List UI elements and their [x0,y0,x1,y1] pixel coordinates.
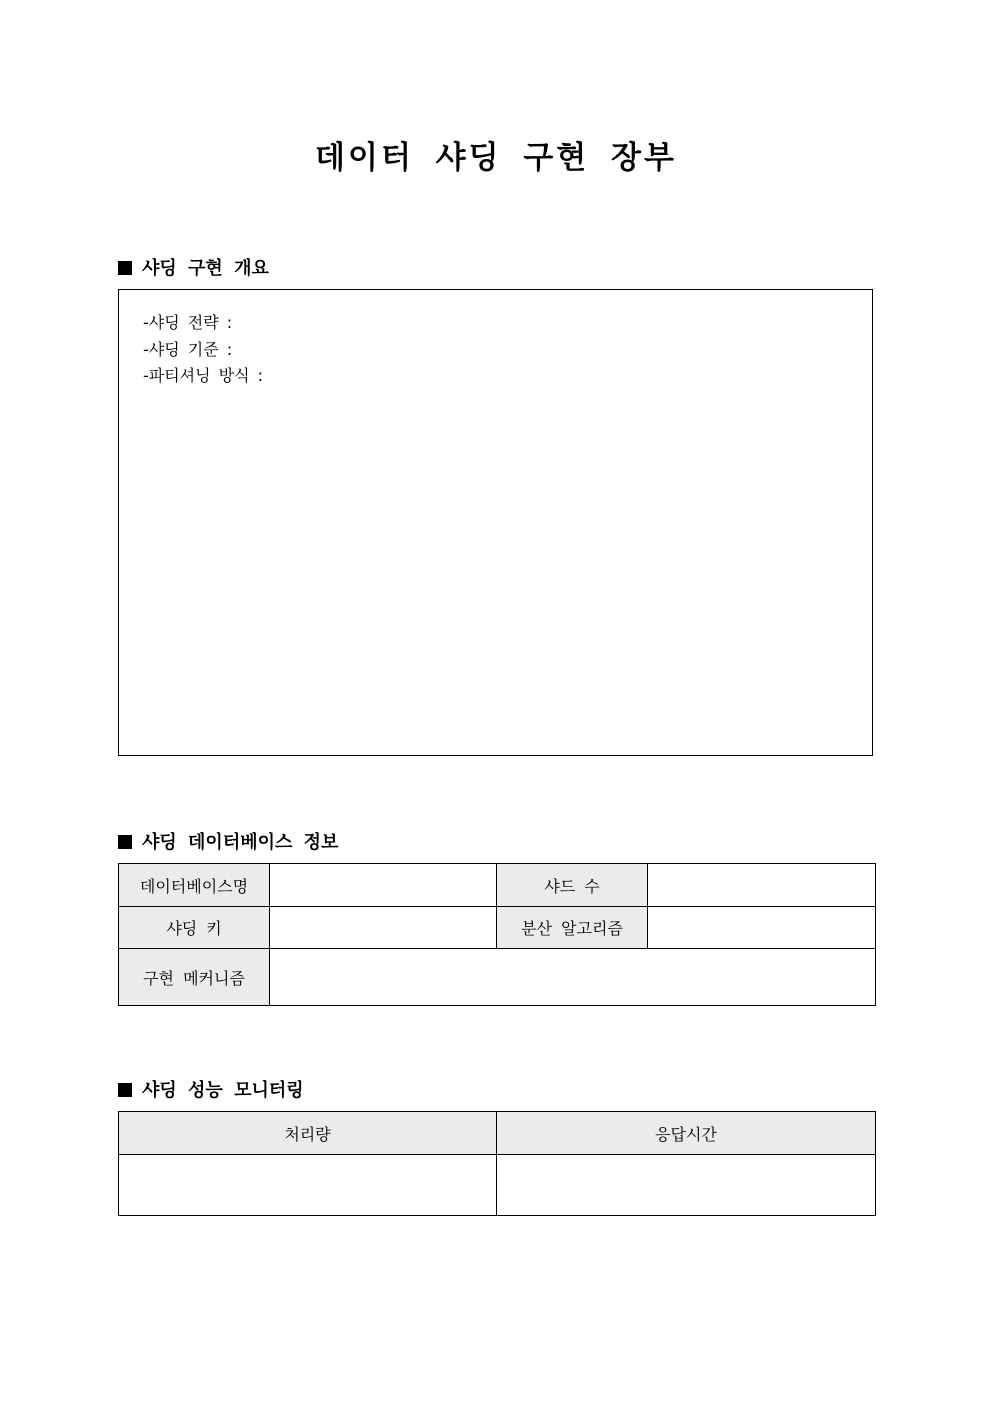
mechanism-field[interactable] [270,949,876,1006]
response-time-header: 응답시간 [497,1112,876,1155]
monitoring-heading [118,1076,304,1102]
db-info-table [118,863,876,1006]
overview-line-criteria: -샤딩 기준 : [143,339,233,359]
square-bullet-icon [118,1083,132,1097]
shard-count-field[interactable] [648,864,876,907]
mechanism-label: 구현 메커니즘 [119,949,270,1006]
db-name-field[interactable] [270,864,497,907]
algorithm-field[interactable] [648,907,876,949]
shard-count-label: 샤드 수 [497,864,648,907]
throughput-header: 처리량 [119,1112,497,1155]
square-bullet-icon [118,261,132,275]
monitoring-heading-text: 샤딩 성능 모니터링 [142,1080,304,1101]
table-row [119,1155,876,1216]
monitoring-table [118,1111,876,1216]
db-info-heading-text: 샤딩 데이터베이스 정보 [142,832,339,853]
shard-key-label: 샤딩 키 [119,907,270,949]
overview-heading [118,254,269,280]
table-row [119,907,876,949]
response-time-field[interactable] [497,1155,876,1216]
overview-line-strategy: -샤딩 전략 : [143,313,233,332]
throughput-field[interactable] [119,1155,497,1216]
square-bullet-icon [118,835,132,849]
overview-box[interactable] [118,289,873,756]
table-row [119,949,876,1006]
overview-line-partitioning: -파티셔닝 방식 : [143,366,264,385]
overview-heading-text: 샤딩 구현 개요 [142,258,269,279]
page-title: 데이터 샤딩 구현 장부 [315,140,677,176]
table-row [119,864,876,907]
shard-key-field[interactable] [270,907,497,949]
db-info-heading [118,828,338,854]
db-name-label: 데이터베이스명 [119,864,270,907]
algorithm-label: 분산 알고리즘 [497,907,648,949]
table-row [119,1112,876,1155]
